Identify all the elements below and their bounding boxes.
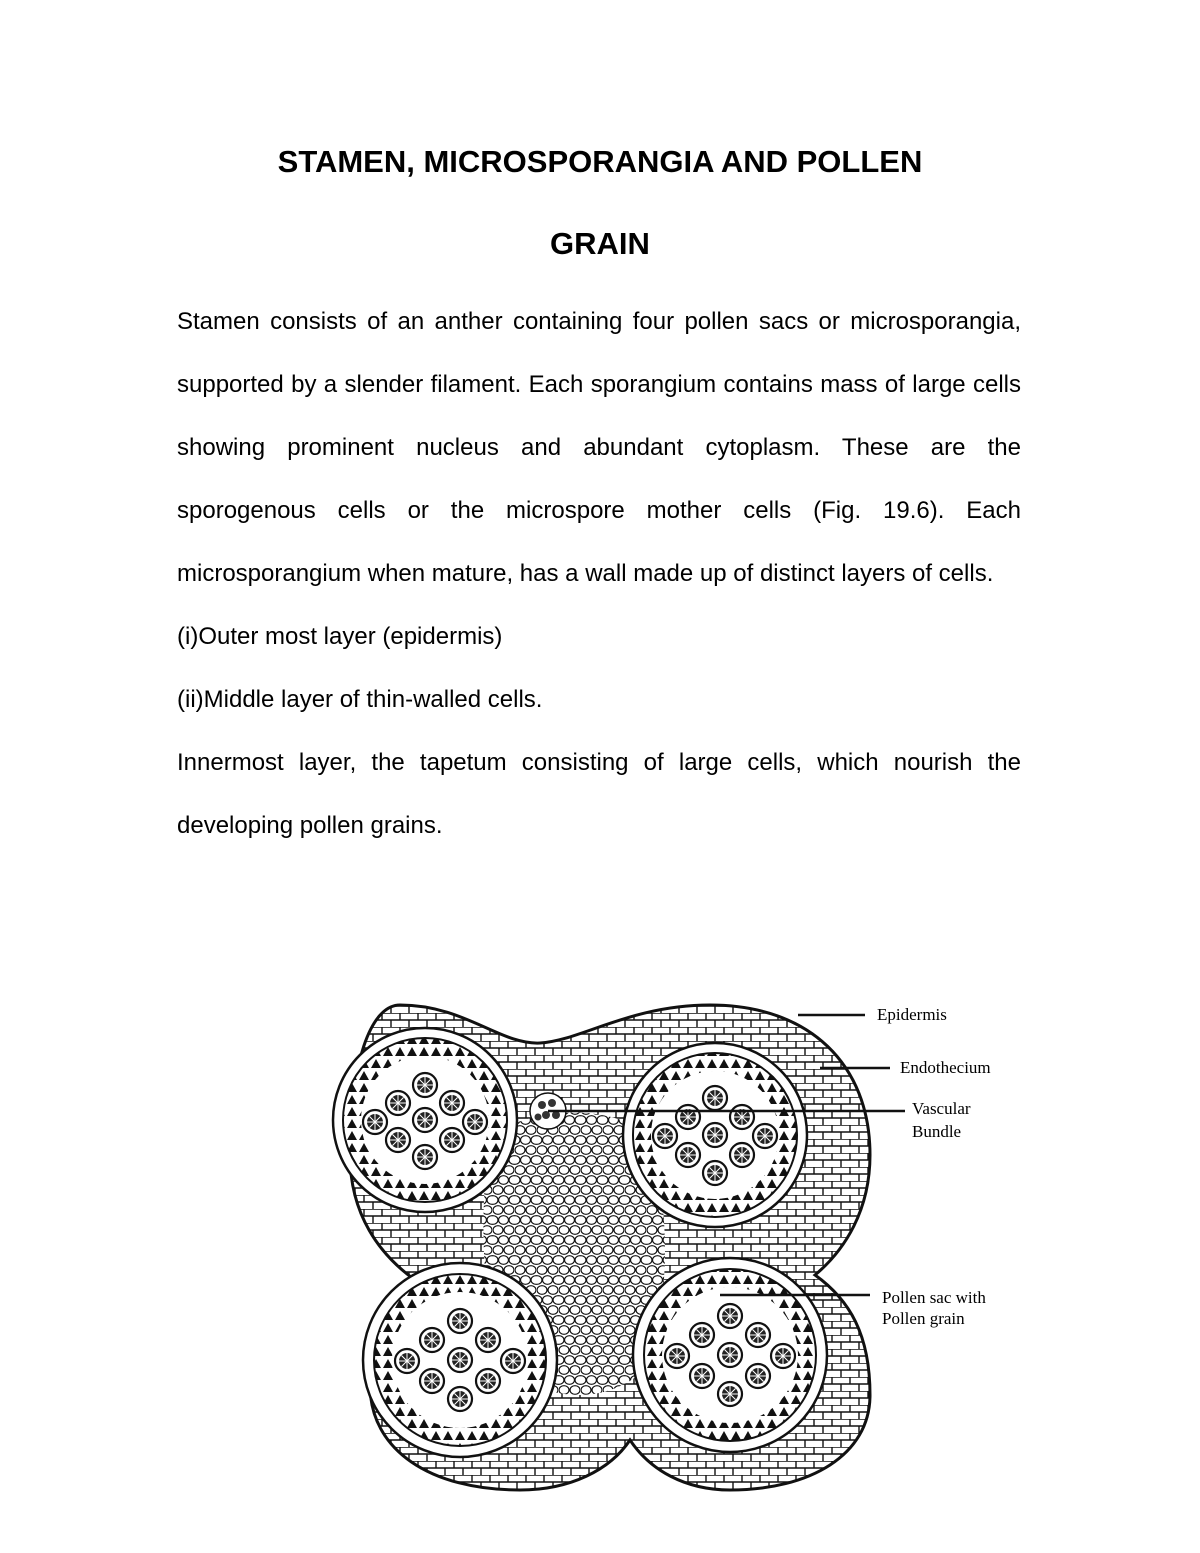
label-epidermis: Epidermis: [877, 1005, 947, 1024]
body-text: [177, 290, 1021, 857]
pollen-sac-top-right: [623, 1043, 807, 1227]
pollen-sac-bottom-left: [363, 1263, 557, 1457]
anther-cross-section-figure: [250, 985, 1020, 1505]
label-bundle: Bundle: [912, 1122, 962, 1141]
paragraph-tapetum: Innermost layer, the tapetum consisting of large cells, which nourish the developing pollen grains.: [177, 749, 1021, 839]
label-vascular: Vascular: [912, 1099, 971, 1118]
paragraph-stamen: Stamen consists of an anther containing four pollen sacs or microsporangia, supported by a slender filament. Each sporangium contains mass of large cells showing prominent nucleus and abundant cytoplasm. These are the sporogenous cells or the microspore mother cells (Fig. 19.6). Each microsporangium when mature, has a wall made up of distinct layers of cells.: [177, 308, 1021, 587]
label-endothecium: Endothecium: [900, 1058, 991, 1077]
page-title: STAMEN, MICROSPORANGIA AND POLLEN: [277, 144, 923, 179]
label-pollen-sac: Pollen sac with: [882, 1288, 986, 1307]
list-item-middle-layer: (ii)Middle layer of thin-walled cells.: [177, 686, 543, 713]
pollen-sac-top-left: [333, 1028, 517, 1212]
anther-diagram: [250, 985, 1020, 1505]
pollen-sac-bottom-right: [633, 1258, 827, 1452]
list-item-epidermis: (i)Outer most layer (epidermis): [177, 623, 503, 650]
label-pollen-grain: Pollen grain: [882, 1309, 965, 1328]
page-title-continued: GRAIN: [550, 226, 650, 261]
